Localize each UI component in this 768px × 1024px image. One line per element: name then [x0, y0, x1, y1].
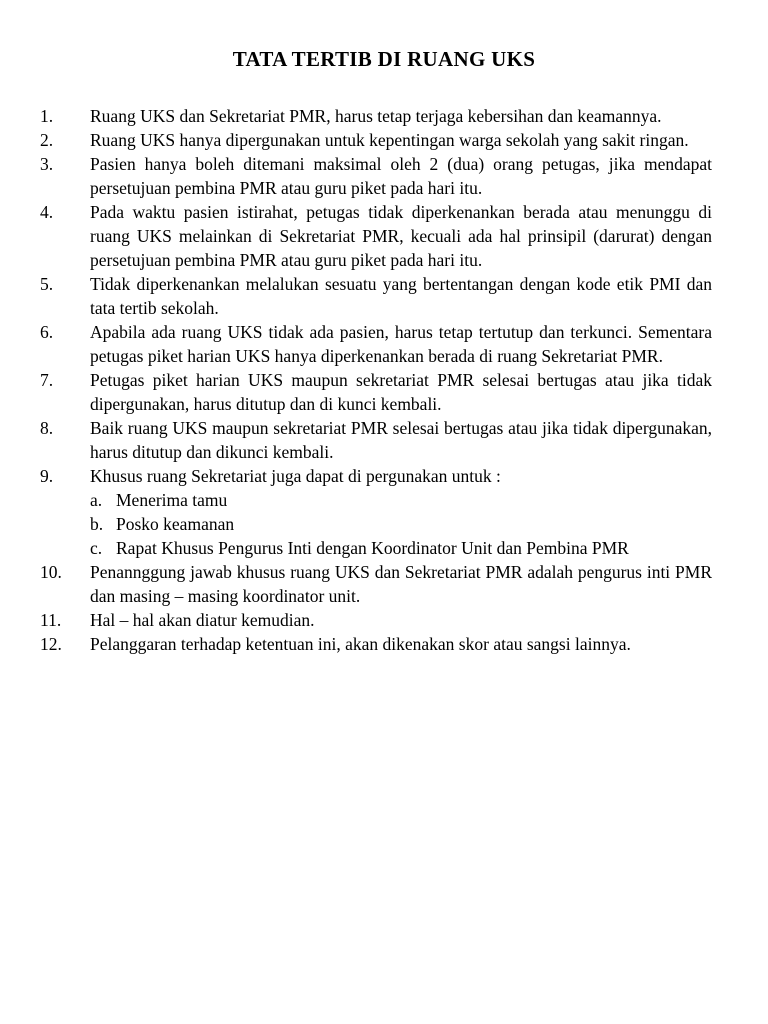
- rule-item-5: [40, 272, 712, 320]
- rule-text: Apabila ada ruang UKS tidak ada pasien, harus tetap tertutup dan terkunci. Sementara petugas piket harian UKS hanya diperkenankan berada di ruang Sekretariat PMR.: [90, 322, 712, 366]
- rule-number: 3.: [40, 154, 54, 174]
- rule-item-7: [40, 368, 712, 416]
- rule-text: Pada waktu pasien istirahat, petugas tidak diperkenankan berada atau menunggu di ruang UKS melainkan di Sekretariat PMR, kecuali ada hal prinsipil (darurat) dengan persetujuan pembina PMR atau guru piket pada hari itu.: [90, 202, 712, 270]
- rule-number: 7.: [40, 370, 54, 390]
- rule-text: Pelanggaran terhadap ketentuan ini, akan dikenakan skor atau sangsi lainnya.: [90, 634, 631, 654]
- sub-item-b: [90, 512, 712, 536]
- rule-number: 12.: [40, 634, 62, 654]
- rule-text: Tidak diperkenankan melalukan sesuatu yang bertentangan dengan kode etik PMI dan tata tertib sekolah.: [90, 274, 712, 318]
- sub-item-text: Rapat Khusus Pengurus Inti dengan Koordinator Unit dan Pembina PMR: [116, 538, 629, 558]
- rule-number: 11.: [40, 610, 62, 630]
- rule-number: 8.: [40, 418, 54, 438]
- rule-number: 10.: [40, 562, 62, 582]
- sub-item-letter: b.: [90, 514, 104, 534]
- rule-item-6: [40, 320, 712, 368]
- rule-item-10: [40, 560, 712, 608]
- rule-text: Ruang UKS hanya dipergunakan untuk kepentingan warga sekolah yang sakit ringan.: [90, 130, 689, 150]
- rule-text: Khusus ruang Sekretariat juga dapat di pergunakan untuk :: [90, 466, 501, 486]
- rule-text: Penannggung jawab khusus ruang UKS dan Sekretariat PMR adalah pengurus inti PMR dan masing – masing koordinator unit.: [90, 562, 712, 606]
- rules-list: [40, 104, 712, 656]
- document-title: TATA TERTIB DI RUANG UKS: [232, 47, 536, 71]
- rule-number: 9.: [40, 466, 54, 486]
- rule-item-8: [40, 416, 712, 464]
- sub-item-a: [90, 488, 712, 512]
- rule-number: 1.: [40, 106, 54, 126]
- rule-9-sublist-wrapper: [40, 488, 712, 560]
- sub-item-text: Posko keamanan: [116, 514, 235, 534]
- rule-item-11: [40, 608, 712, 632]
- sub-item-text: Menerima tamu: [116, 490, 228, 510]
- sub-item-letter: a.: [90, 490, 103, 510]
- rule-item-1: [40, 104, 712, 128]
- rule-text: Hal – hal akan diatur kemudian.: [90, 610, 315, 630]
- rule-number: 4.: [40, 202, 54, 222]
- rule-text: Petugas piket harian UKS maupun sekretariat PMR selesai bertugas atau jika tidak dipergunakan, harus ditutup dan di kunci kembali.: [90, 370, 712, 414]
- sub-item-letter: c.: [90, 538, 103, 558]
- rule-item-3: [40, 152, 712, 200]
- rule-item-12: [40, 632, 712, 656]
- rule-text: Baik ruang UKS maupun sekretariat PMR selesai bertugas atau jika tidak dipergunakan, harus ditutup dan dikunci kembali.: [90, 418, 712, 462]
- rule-text: Ruang UKS dan Sekretariat PMR, harus tetap terjaga kebersihan dan keamannya.: [90, 106, 662, 126]
- rule-9-sublist: [90, 488, 712, 560]
- rule-number: 5.: [40, 274, 54, 294]
- rule-number: 6.: [40, 322, 54, 342]
- rule-number: 2.: [40, 130, 54, 150]
- rule-item-2: [40, 128, 712, 152]
- rule-item-4: [40, 200, 712, 272]
- sub-item-c: [90, 536, 712, 560]
- rule-text: Pasien hanya boleh ditemani maksimal oleh 2 (dua) orang petugas, jika mendapat persetujuan pembina PMR atau guru piket pada hari itu.: [90, 154, 712, 198]
- rule-item-9: [40, 464, 712, 488]
